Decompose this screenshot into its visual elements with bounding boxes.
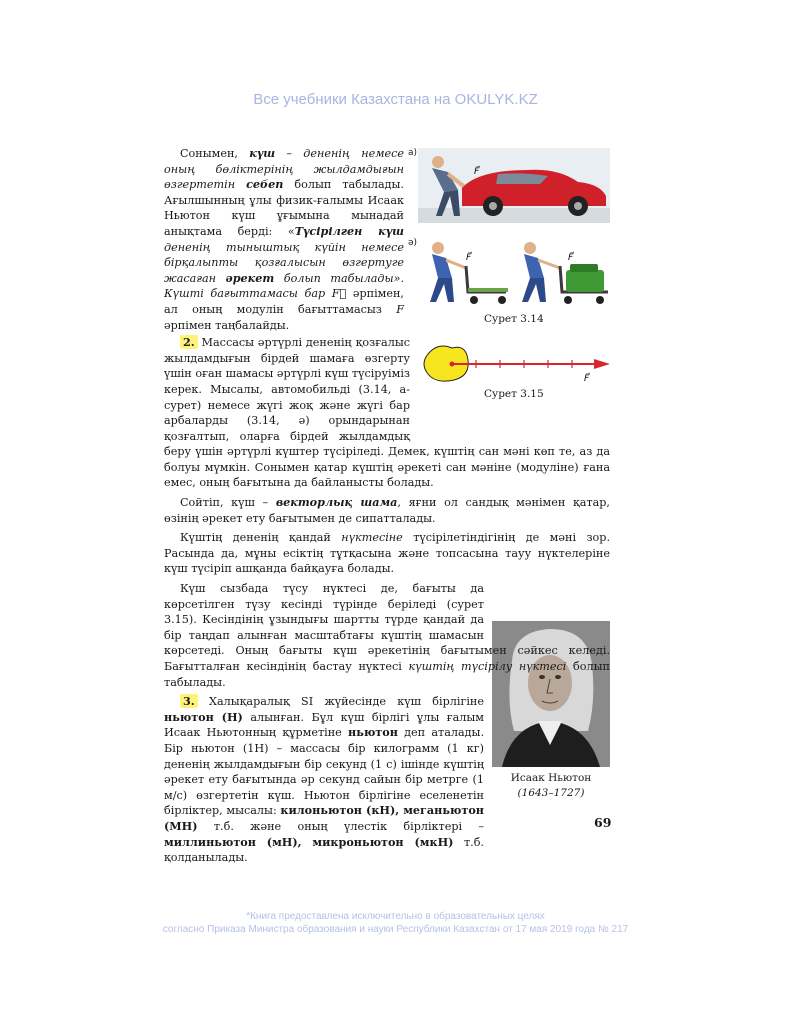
paragraph-number-2: 2. (180, 335, 198, 349)
force-label-vector: F⃗ (584, 374, 590, 384)
portrait-caption-name: Исаак Ньютон (510, 772, 592, 784)
footer-line-1: *Книга предоставлена исключительно в образовательных целях (246, 911, 545, 922)
paragraph-1: Сонымен, күш – дененің немесе оның бөліктерінің жылдамдығын өзгертетін себеп болып табылады. Ағылшынның ұлы физик-ғалымы Исаак Ньютон күш ұғымына мынадай анықтама берді: «Түсірілген күш дененің тыныштық күйін немесе бірқалыпты қозғалысын өзгертуге жасаған әрекет болып табылады». Күшті бағыттамасы бар F⃗ әрпімен, ал оның модулін бағыттамасыз F әрпімен таңбалайды. (164, 146, 404, 332)
footer-line-2: согласно Приказа Министра образования и науки Республики Казахстан от 17 мая 2019 года № 217 (162, 924, 629, 935)
watermark: Все учебники Казахстана на OKULYK.KZ (253, 91, 538, 108)
figure-label-b: ә) (408, 238, 418, 248)
paragraph-6: 3. Халықаралық SI жүйесінде күш бірлігіне ньютон (Н) алынған. Бұл күш бірлігі ұлы ғалым Исаак Ньютонның құрметіне ньютон деп аталады. Бір ньютон (1Н) – массасы бір килограмм (1 кг) дененің жылдамдығын бір секунд (1 с) ішінде күштің әрекет ету бағытында әр секунд сайын бір метрге (1 м/с) өзгертетін күш. Ньютон бірлігіне еселенетін бірліктер, мысалы: килоньютон (кН), меганьютон (МН) т.б. және оның үлестік бірліктері – миллиньютон (мН), микроньютон (мкН) т.б. қолданылады. (164, 694, 485, 865)
force-label-cart2: F⃗ (568, 253, 574, 263)
paragraph-3: Сойтіп, күш – векторлық шама, яғни ол сандық мәнімен қатар, өзінің әрекет ету бағытымен де сипатталады. (164, 495, 610, 525)
figure-label-a: а) (408, 148, 418, 158)
figure-3-15-caption: Сурет 3.15 (484, 388, 544, 400)
page-number: 69 (594, 815, 612, 830)
portrait-caption-years: (1643–1727) (517, 787, 585, 799)
paragraph-4: Күштің дененің қандай нүктесіне түсірілетіндігінің де мәні зор. Расында да, мұны есіктің тұтқасына және топсасына тауу нүктелеріне күш түсіріп ашқанда байқауға болады. (164, 531, 611, 576)
force-label-car: F⃗ (474, 167, 480, 177)
force-label-cart1: F⃗ (466, 253, 472, 263)
paragraph-2: 2. Массасы әртүрлі дененің қозғалыс жылдамдығын бірдей шамаға өзгерту үшін оған шамасы әртүрлі күш түсіруіміз керек. Мысалы, автомобильді (3.14, а-сурет) немесе жүгі жоқ және жүгі бар арбаларды (3.14, ә) орындарынан қозғалтып, оларға бірдей жылдамдық беру үшін әртүрлі күштер түсіріледі. Демек, күштің сан мәні көп те, аз да болуы мүмкін. Сонымен қатар күштің әрекеті сан мәніне (модуліне) ғана емес, оның бағытына да байланысты болады. (164, 335, 610, 490)
figure-3-14-caption: Сурет 3.14 (484, 313, 544, 325)
paragraph-5: Күш сызбада түсу нүктесі де, бағыты да көрсетілген түзу кесінді түрінде беріледі (сурет 3.15). Кесіндінің ұзындығы шартты түрде қандай да бір таңдап алынған масштабтағы күштің шамасын көрсетеді. Оның бағыты күш әрекетінің бағытымен сәйкес келеді. Бағытталған кесіндінің бастау нүктесі күштің түсірілу нүктесі болып табылады. (164, 582, 610, 689)
paragraph-number-3: 3. (180, 694, 198, 708)
page-body (164, 146, 610, 866)
